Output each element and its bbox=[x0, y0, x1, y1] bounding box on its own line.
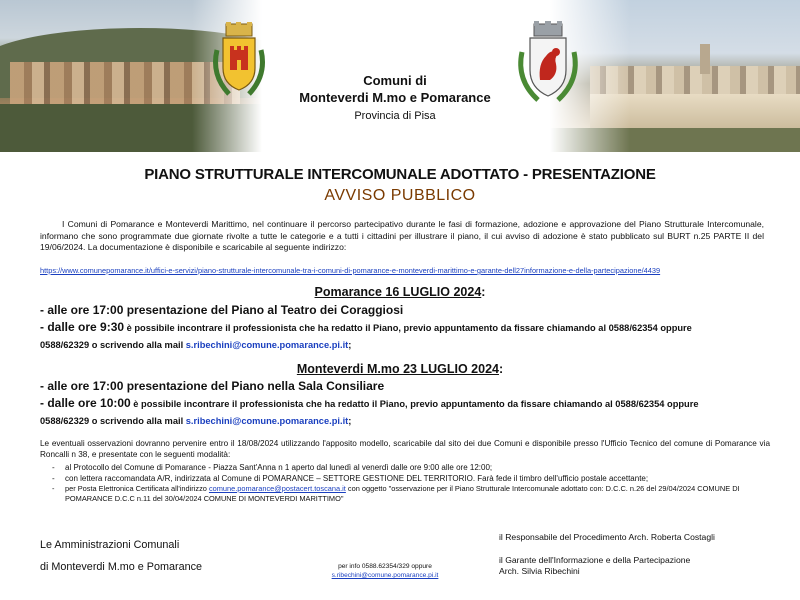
footer-info-contact: per info 0588.62354/329 oppure s.ribechini@comune.pomarance.pi.it bbox=[310, 562, 460, 580]
list-item: - per Posta Elettronica Certificata all'indirizzo comune.pomarance@postacert.toscana.it con oggetto "osservazione per il Piano Strutturale Intercomunale adottato con: D.C.C. n.26 del 29/04/2024 COMUNE DI POMARANCE D.C.C n.11 del 30/04/2024 COMUNE DI MONTEVERDI MARITTIMO" bbox=[52, 484, 770, 504]
submission-methods-list bbox=[52, 462, 770, 504]
header-title-block bbox=[270, 72, 520, 124]
footer-procedure-responsible: il Responsabile del Procedimento Arch. Roberta Costagli bbox=[499, 532, 715, 542]
monteverdi-landscape-photo bbox=[550, 0, 800, 152]
footer-guarantor-title: il Garante dell'Informazione e della Partecipazione bbox=[499, 554, 691, 565]
document-subtitle: AVVISO PUBBLICO bbox=[324, 187, 476, 204]
footer-administrations: Le Amministrazioni Comunali di Monteverdi M.mo e Pomarance bbox=[40, 539, 203, 573]
documentation-link[interactable]: https://www.comunepomarance.it/uffici-e-servizi/piano-strutturale-intercomunale-tra-i-comuni-di-pomarance-e-monteverdi-marittimo-e-garante-dell27informazione-e-della-partecipazione/4439 bbox=[40, 266, 661, 275]
footer-responsibles bbox=[499, 532, 715, 578]
observations-paragraph: Le eventuali osservazioni dovranno pervenire entro il 18/08/2024 utilizzando l'apposito modello, scaricabile dal sito dei due Comuni e disponibile presso l'Ufficio Tecnico del comune di Pomarance via Roncalli n 38, e presentate con le seguenti modalità: bbox=[40, 439, 770, 460]
monteverdi-crest-icon bbox=[207, 20, 271, 104]
header-line-comuni: Comuni di bbox=[363, 73, 427, 88]
list-item: - con lettera raccomandata A/R, indirizzata al Comune di POMARANCE – SETTORE GESTIONE DEL TERRITORIO. Farà fede il timbro dell'ufficio postale accettante; bbox=[52, 473, 770, 484]
pomarance-crest-icon bbox=[512, 20, 584, 110]
event-monteverdi-mail[interactable]: s.ribechini@comune.pomarance.pi.it bbox=[185, 416, 349, 426]
header-line-municipalities: Monteverdi M.mo e Pomarance bbox=[299, 90, 491, 105]
event-pomarance-line2: - dalle ore 9:30 è possibile incontrare il professionista che ha redatto il Piano, previo appuntamento da fissare chiamando al 0588/62354 oppure 0588/62329 o scrivendo alla mail s.ribechini@comune.pomarance.pi.it; bbox=[40, 320, 692, 350]
event-pomarance-line1: - alle ore 17:00 presentazione del Piano al Teatro dei Coraggiosi bbox=[40, 303, 404, 317]
intro-paragraph: I Comuni di Pomarance e Monteverdi Marittimo, nel continuare il percorso partecipativo durante le fasi di formazione, adozione e approvazione del Piano Strutturale Intercomunale, informano che sono programmate due giornate rivolte a tutte le categorie e a tutti i cittadini per illustrare il piano, il cui avviso di adozione è stato pubblicato sul BURT n.25 PARTE II del 19/06/2024. La documentazione è disponibile e scaricabile al seguente indirizzo: bbox=[40, 219, 764, 253]
event-monteverdi-line2: - dalle ore 10:00 è possibile incontrare il professionista che ha redatto il Piano, previo appuntamento da fissare chiamando al 0588/62354 oppure 0588/62329 o scrivendo alla mail s.ribechini@comune.pomarance.pi.it; bbox=[40, 396, 699, 426]
document-title: PIANO STRUTTURALE INTERCOMUNALE ADOTTATO - PRESENTAZIONE bbox=[144, 166, 656, 183]
header-line-province: Provincia di Pisa bbox=[354, 110, 436, 122]
header-banner bbox=[0, 0, 800, 152]
footer-info-mail[interactable]: s.ribechini@comune.pomarance.pi.it bbox=[331, 572, 439, 579]
event-pomarance-mail[interactable]: s.ribechini@comune.pomarance.pi.it bbox=[185, 340, 349, 350]
event-monteverdi-heading: Monteverdi M.mo 23 LUGLIO 2024: bbox=[296, 362, 504, 376]
event-pomarance-heading: Pomarance 16 LUGLIO 2024: bbox=[314, 285, 486, 299]
footer-guarantor-name: Arch. Silvia Ribechini bbox=[499, 566, 580, 576]
pec-email-link[interactable]: comune.pomarance@postacert.toscana.it bbox=[208, 484, 346, 493]
list-item: - al Protocollo del Comune di Pomarance - Piazza Sant'Anna n 1 aperto dal lunedì al venerdì dalle ore 9:00 alle ore 12:00; bbox=[52, 462, 770, 473]
event-monteverdi-line1: - alle ore 17:00 presentazione del Piano nella Sala Consiliare bbox=[40, 379, 385, 393]
